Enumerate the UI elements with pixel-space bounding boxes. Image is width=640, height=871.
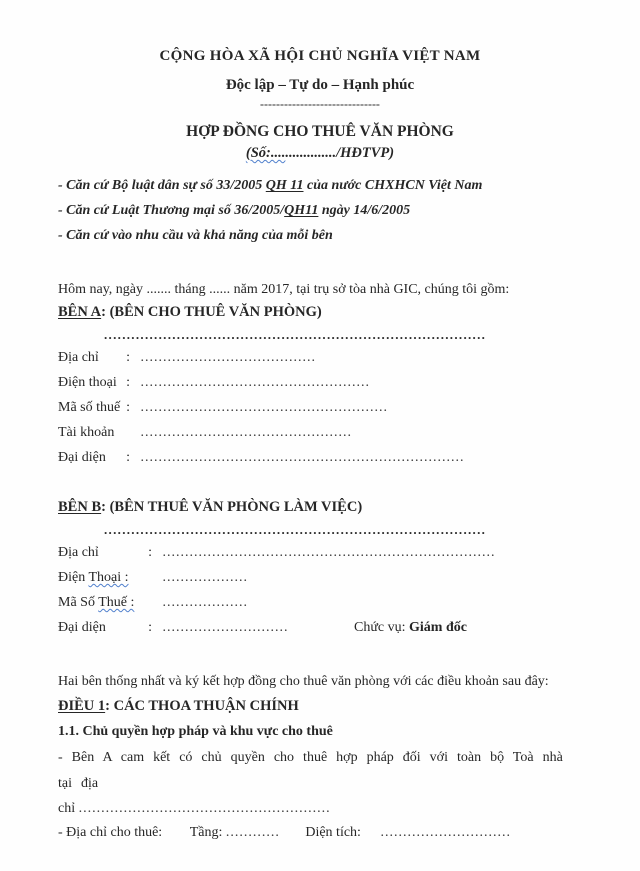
field-label-marked: Thuế : [98, 595, 135, 610]
rental-prefix: - Địa chỉ cho thuê: [58, 825, 163, 840]
party-b-name: BÊN B [58, 499, 102, 515]
basis-line-2-marked: QH11 [284, 203, 319, 218]
section-gap [58, 470, 582, 496]
party-b-field-phone [58, 565, 582, 590]
field-fill-dots: ................... [162, 595, 248, 610]
basis-line-2: - Căn cứ Luật Thương mại số 36/2005/QH11 ngày 14/6/2005 [58, 203, 411, 218]
field-fill-dots: ................... [162, 570, 248, 585]
contract-title: HỢP ĐỒNG CHO THUÊ VĂN PHÒNG [186, 123, 454, 140]
national-title: CỘNG HÒA XÃ HỘI CHỦ NGHĨA VIỆT NAM [159, 48, 481, 64]
field-colon: : [126, 400, 130, 415]
field-label: Địa chỉ [58, 545, 99, 560]
field-fill-dots: ....................................................... [140, 400, 388, 415]
clause-1-1-text-line-1: - Bên A cam kết có chủ quyền cho thuê hợp pháp đối với toàn bộ Toà nhà tại địa [58, 750, 563, 791]
basis-line-1: - Căn cứ Bộ luật dân sự số 33/2005 QH 11 của nước CHXHCN Việt Nam [58, 178, 483, 193]
field-label: Đại diện [58, 620, 106, 635]
legal-basis-block [58, 173, 582, 248]
field-fill-dots: ................................................... [140, 375, 370, 390]
field-fill-dots: ............................ [162, 620, 289, 635]
party-b-field-representative [58, 615, 582, 640]
basis-line-1-marked: QH 11 [265, 178, 304, 193]
article-1-heading: ĐIỀU 1: CÁC THOA THUẬN CHÍNH [58, 698, 299, 714]
party-a-title: BÊN A: (BÊN CHO THUÊ VĂN PHÒNG) [58, 304, 322, 320]
field-colon: : [126, 450, 130, 465]
party-a-field-address [58, 345, 582, 370]
party-a-field-representative [58, 445, 582, 470]
area-label: Diện tích: [305, 825, 361, 840]
contract-number-rest: ............../HĐTVP) [285, 145, 395, 161]
field-colon: : [148, 545, 152, 560]
party-a-field-phone [58, 370, 582, 395]
field-fill-dots: ........................................................................ [140, 450, 465, 465]
field-colon: : [126, 375, 130, 390]
position-value: Giám đốc [409, 620, 467, 635]
field-label-marked: Thoại : [88, 570, 129, 585]
floor-fill-dots: ............ [225, 825, 280, 840]
field-colon: : [148, 620, 152, 635]
party-a-name: BÊN A [58, 304, 102, 320]
national-motto: Độc lập – Tự do – Hạnh phúc [225, 77, 415, 93]
field-fill-dots: ....................................... [140, 350, 316, 365]
field-fill-dots: .......................................................................... [162, 545, 496, 560]
contract-number-line [58, 143, 582, 164]
clause-1-1-title: 1.1. Chủ quyền hợp pháp và khu vực cho thuê [58, 724, 333, 739]
party-a-field-account [58, 420, 582, 445]
party-a-name-fill-line: .................................................................................... [104, 327, 487, 342]
field-label: Mã Số [58, 595, 99, 610]
area-fill-dots: ............................. [380, 825, 511, 840]
article-1-label: ĐIỀU 1 [58, 698, 106, 714]
section-gap [58, 640, 582, 670]
header-separator: ------------------------------ [260, 97, 380, 111]
clause-1-1-text-line-2: chỉ ........................................................ [58, 801, 331, 816]
address-fill-dots: ........................................................ [78, 801, 331, 816]
field-fill-dots: ............................................... [140, 425, 352, 440]
basis-line-3: - Căn cứ vào nhu cầu và khả năng của mỗi bên [58, 228, 333, 243]
contract-number-marked: (Số:.... [245, 145, 286, 161]
party-b-title: BÊN B: (BÊN THUÊ VĂN PHÒNG LÀM VIỆC) [58, 499, 363, 515]
field-label: Mã số thuế [58, 400, 121, 415]
party-b-field-taxcode [58, 590, 582, 615]
party-b-name-fill-line: .................................................................................... [104, 522, 487, 537]
floor-label: Tầng: [189, 825, 223, 840]
intro-line: Hôm nay, ngày ....... tháng ...... năm 2017, tại trụ sở tòa nhà GIC, chúng tôi gồm: [58, 282, 510, 297]
field-colon: : [126, 350, 130, 365]
party-b-field-address [58, 540, 582, 565]
field-label: Tài khoản [58, 425, 115, 440]
field-label: Điện thoại [58, 375, 117, 390]
party-a-field-taxcode [58, 395, 582, 420]
agreement-intro: Hai bên thống nhất và ký kết hợp đồng cho thuê văn phòng với các điều khoản sau đây: [58, 674, 549, 689]
position-label: Chức vụ: [354, 620, 406, 635]
field-label: Điện [58, 570, 89, 585]
field-label: Địa chỉ [58, 350, 99, 365]
rental-address-line [58, 821, 582, 845]
field-label: Đại diện [58, 450, 106, 465]
